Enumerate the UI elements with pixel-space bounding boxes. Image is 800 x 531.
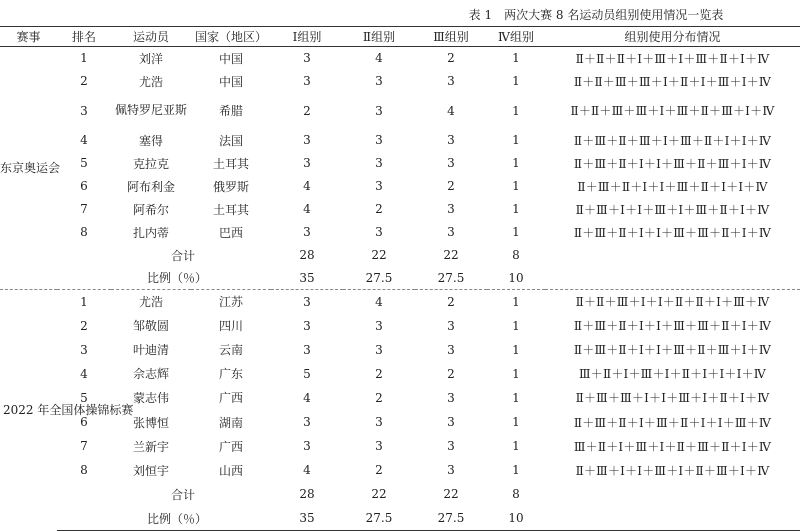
ratio-group-3: 27.5 xyxy=(437,270,465,285)
group-4-cell: 1 xyxy=(512,202,520,216)
rank-cell: 1 xyxy=(80,51,88,66)
athlete-group-table xyxy=(0,26,800,531)
ratio-group-1: 35 xyxy=(299,270,315,285)
distribution-cell: Ⅱ＋Ⅱ＋Ⅲ＋Ⅰ＋Ⅰ＋Ⅱ＋Ⅱ＋Ⅰ＋Ⅲ＋Ⅳ xyxy=(545,290,800,314)
distribution-cell: Ⅱ＋Ⅲ＋Ⅱ＋Ⅲ＋Ⅰ＋Ⅲ＋Ⅱ＋Ⅰ＋Ⅰ＋Ⅳ xyxy=(573,133,772,148)
group-1-cell: 4 xyxy=(303,179,311,193)
group-3-cell: 3 xyxy=(447,74,455,88)
table-row xyxy=(0,362,800,386)
distribution-cell: Ⅱ＋Ⅱ＋Ⅲ＋Ⅲ＋Ⅰ＋Ⅲ＋Ⅱ＋Ⅲ＋Ⅰ＋Ⅳ xyxy=(570,104,775,118)
group-3-cell: 3 xyxy=(447,202,455,216)
event-name: 2022 年全国体操锦标赛 xyxy=(0,290,57,531)
ratio-group-1: 35 xyxy=(271,506,343,530)
athlete-cell: 刘洋 xyxy=(138,51,163,66)
region-cell: 湖南 xyxy=(218,415,243,430)
athlete-cell: 刘恒宇 xyxy=(132,463,169,478)
group-2-cell: 4 xyxy=(343,290,415,314)
group-3-cell: 2 xyxy=(447,179,455,193)
ratio-group-4: 10 xyxy=(487,506,545,530)
distribution-cell: Ⅱ＋Ⅲ＋Ⅰ＋Ⅰ＋Ⅲ＋Ⅰ＋Ⅲ＋Ⅱ＋Ⅰ＋Ⅳ xyxy=(575,202,770,217)
group-2-cell: 3 xyxy=(375,318,383,333)
group-4-cell: 1 xyxy=(512,225,520,239)
table-row xyxy=(0,93,800,129)
ratio-row xyxy=(0,506,800,530)
total-label-text: 合计 xyxy=(170,248,195,263)
ratio-label-text: 比例（％） xyxy=(146,511,207,526)
distribution-cell: Ⅱ＋Ⅱ＋Ⅲ＋Ⅲ＋Ⅰ＋Ⅱ＋Ⅰ＋Ⅲ＋Ⅰ＋Ⅳ xyxy=(573,74,772,89)
header-athlete: 运动员 xyxy=(111,27,191,47)
table-row xyxy=(0,314,800,338)
group-4-cell: 1 xyxy=(512,415,520,430)
region-cell: 广东 xyxy=(218,367,243,382)
total-group-4: 8 xyxy=(512,248,520,262)
header-rank: 排名 xyxy=(57,27,111,47)
region-cell: 巴西 xyxy=(218,225,243,240)
table-row xyxy=(0,70,800,93)
ratio-row xyxy=(0,267,800,290)
group-4-cell: 1 xyxy=(512,366,520,381)
distribution-cell: Ⅱ＋Ⅲ＋Ⅱ＋Ⅰ＋Ⅰ＋Ⅲ＋Ⅲ＋Ⅱ＋Ⅰ＋Ⅳ xyxy=(573,225,772,240)
region-cell: 中国 xyxy=(218,51,243,66)
rank-cell: 3 xyxy=(80,342,88,357)
header-group-4: Ⅳ组别 xyxy=(487,27,545,47)
region-cell: 希腊 xyxy=(218,104,243,118)
region-cell: 广西 xyxy=(218,439,243,454)
group-1-cell: 5 xyxy=(303,366,311,381)
table-header xyxy=(0,27,800,47)
table-row xyxy=(0,152,800,175)
ratio-label-text: 比例（％） xyxy=(146,271,207,286)
table-row xyxy=(0,434,800,458)
group-1-cell: 3 xyxy=(303,51,311,66)
group-2-cell: 2 xyxy=(375,366,383,381)
table-row xyxy=(0,221,800,244)
empty-cell xyxy=(545,244,800,267)
distribution-cell: Ⅱ＋Ⅲ＋Ⅰ＋Ⅰ＋Ⅲ＋Ⅰ＋Ⅱ＋Ⅲ＋Ⅰ＋Ⅳ xyxy=(575,463,770,478)
group-4-cell: 1 xyxy=(512,51,520,66)
distribution-cell: Ⅱ＋Ⅲ＋Ⅱ＋Ⅰ＋Ⅰ＋Ⅲ＋Ⅱ＋Ⅰ＋Ⅰ＋Ⅳ xyxy=(577,179,768,194)
athlete-cell: 塞得 xyxy=(138,133,163,148)
group-4-cell: 1 xyxy=(512,156,520,170)
total-group-2: 22 xyxy=(371,248,387,262)
group-4-cell: 1 xyxy=(512,179,520,193)
total-label-text: 合计 xyxy=(170,487,195,502)
group-1-cell: 3 xyxy=(303,318,311,333)
group-4-cell: 1 xyxy=(487,290,545,314)
group-1-cell: 3 xyxy=(271,290,343,314)
region-cell: 四川 xyxy=(218,319,243,334)
group-3-cell: 4 xyxy=(447,103,455,118)
group-1-cell: 3 xyxy=(303,74,311,88)
region-cell: 俄罗斯 xyxy=(212,179,249,194)
section-national-championship xyxy=(0,290,800,531)
group-1-cell: 4 xyxy=(303,463,311,478)
group-1-cell: 3 xyxy=(303,133,311,147)
rank-cell: 4 xyxy=(80,366,88,381)
total-group-1: 28 xyxy=(299,487,315,502)
group-1-cell: 2 xyxy=(303,103,311,118)
table-row xyxy=(0,175,800,198)
group-3-cell: 3 xyxy=(447,463,455,478)
athlete-cell: 阿布利金 xyxy=(126,179,175,194)
header-region: 国家（地区） xyxy=(191,27,271,47)
rank-cell: 2 xyxy=(80,74,88,88)
rank-cell: 5 xyxy=(80,156,88,170)
header-group-1: Ⅰ组别 xyxy=(271,27,343,47)
athlete-cell: 尤浩 xyxy=(138,74,163,89)
group-3-cell: 3 xyxy=(447,342,455,357)
group-1-cell: 3 xyxy=(303,439,311,454)
table-caption: 表 1 两次大赛 8 名运动员组别使用情况一览表 xyxy=(468,8,724,22)
group-3-cell: 3 xyxy=(447,415,455,430)
group-2-cell: 3 xyxy=(375,133,383,147)
total-row xyxy=(0,482,800,506)
distribution-cell: Ⅱ＋Ⅲ＋Ⅱ＋Ⅰ＋Ⅰ＋Ⅲ＋Ⅲ＋Ⅱ＋Ⅰ＋Ⅳ xyxy=(573,319,772,334)
total-label xyxy=(57,244,271,267)
table-row xyxy=(0,338,800,362)
distribution-cell: Ⅲ＋Ⅱ＋Ⅰ＋Ⅲ＋Ⅰ＋Ⅱ＋Ⅰ＋Ⅰ＋Ⅰ＋Ⅳ xyxy=(579,367,766,382)
distribution-cell: Ⅱ＋Ⅲ＋Ⅱ＋Ⅰ＋Ⅲ＋Ⅱ＋Ⅰ＋Ⅰ＋Ⅲ＋Ⅳ xyxy=(573,415,772,430)
table-row xyxy=(0,458,800,482)
rank-cell: 8 xyxy=(80,225,88,239)
group-3-cell: 3 xyxy=(447,133,455,147)
athlete-cell: 兰新宇 xyxy=(132,439,169,454)
group-4-cell: 1 xyxy=(512,439,520,454)
athlete-cell: 佘志辉 xyxy=(132,367,169,382)
group-1-cell: 4 xyxy=(303,390,311,405)
section-tokyo-olympics xyxy=(0,47,800,290)
empty-cell xyxy=(545,267,800,290)
ratio-group-2: 27.5 xyxy=(365,270,393,285)
total-label xyxy=(57,482,271,506)
distribution-cell: Ⅱ＋Ⅲ＋Ⅱ＋Ⅰ＋Ⅰ＋Ⅲ＋Ⅱ＋Ⅲ＋Ⅰ＋Ⅳ xyxy=(573,343,772,358)
ratio-group-4: 10 xyxy=(508,270,524,285)
group-4-cell: 1 xyxy=(512,463,520,478)
header-event: 赛事 xyxy=(0,27,57,47)
rank-cell: 8 xyxy=(80,463,88,478)
distribution-cell: Ⅱ＋Ⅲ＋Ⅲ＋Ⅰ＋Ⅰ＋Ⅲ＋Ⅰ＋Ⅱ＋Ⅰ＋Ⅳ xyxy=(575,391,770,406)
table-row xyxy=(0,47,800,70)
ratio-label xyxy=(57,506,271,530)
group-4-cell: 1 xyxy=(512,318,520,333)
group-1-cell: 4 xyxy=(303,202,311,216)
region-cell: 中国 xyxy=(218,74,243,89)
group-4-cell: 1 xyxy=(512,133,520,147)
rank-cell: 1 xyxy=(57,290,111,314)
group-3-cell: 3 xyxy=(447,156,455,170)
athlete-cell: 克拉克 xyxy=(132,156,169,171)
rank-cell: 4 xyxy=(80,133,88,147)
rank-cell: 5 xyxy=(80,390,88,405)
group-2-cell: 3 xyxy=(375,179,383,193)
table-row xyxy=(0,198,800,221)
group-2-cell: 2 xyxy=(375,202,383,216)
group-2-cell: 3 xyxy=(375,225,383,239)
distribution-cell: Ⅱ＋Ⅲ＋Ⅱ＋Ⅰ＋Ⅰ＋Ⅲ＋Ⅱ＋Ⅲ＋Ⅰ＋Ⅳ xyxy=(573,156,772,171)
group-4-cell: 1 xyxy=(512,390,520,405)
athlete-cell: 邹敬圆 xyxy=(132,319,169,334)
group-1-cell: 3 xyxy=(303,225,311,239)
group-1-cell: 3 xyxy=(303,415,311,430)
group-2-cell: 3 xyxy=(375,439,383,454)
rank-cell: 7 xyxy=(80,439,88,454)
empty-cell xyxy=(545,482,800,506)
region-cell: 江苏 xyxy=(191,290,271,314)
group-3-cell: 3 xyxy=(447,225,455,239)
athlete-cell: 叶迪清 xyxy=(132,343,169,358)
group-1-cell: 3 xyxy=(303,342,311,357)
total-group-4: 8 xyxy=(512,487,520,502)
region-cell: 土耳其 xyxy=(212,156,249,171)
group-2-cell: 3 xyxy=(375,415,383,430)
group-2-cell: 2 xyxy=(375,390,383,405)
total-group-1: 28 xyxy=(299,248,315,262)
ratio-group-2: 27.5 xyxy=(343,506,415,530)
athlete-cell: 尤浩 xyxy=(111,290,191,314)
group-3-cell: 2 xyxy=(415,290,487,314)
group-2-cell: 3 xyxy=(375,74,383,88)
group-2-cell: 3 xyxy=(375,342,383,357)
region-cell: 法国 xyxy=(218,133,243,148)
group-4-cell: 1 xyxy=(512,342,520,357)
total-group-3: 22 xyxy=(443,248,459,262)
group-3-cell: 3 xyxy=(447,439,455,454)
athlete-cell: 蒙志伟 xyxy=(132,391,169,406)
total-row xyxy=(0,244,800,267)
group-1-cell: 3 xyxy=(303,156,311,170)
athlete-cell: 佩特罗尼亚斯 xyxy=(114,103,187,117)
table-row xyxy=(0,129,800,152)
total-group-3: 22 xyxy=(443,487,459,502)
rank-cell: 6 xyxy=(80,179,88,193)
group-2-cell: 3 xyxy=(375,156,383,170)
group-4-cell: 1 xyxy=(512,103,520,118)
header-group-2: Ⅱ组别 xyxy=(343,27,415,47)
event-name: 东京奥运会 xyxy=(0,160,61,175)
distribution-cell: Ⅱ＋Ⅱ＋Ⅱ＋Ⅰ＋Ⅲ＋Ⅰ＋Ⅲ＋Ⅱ＋Ⅰ＋Ⅳ xyxy=(575,51,770,66)
rank-cell: 7 xyxy=(80,202,88,216)
ratio-group-3: 27.5 xyxy=(415,506,487,530)
athlete-cell: 扎内蒂 xyxy=(132,225,169,240)
header-distribution: 组别使用分布情况 xyxy=(545,27,800,47)
rank-cell: 3 xyxy=(80,103,88,118)
group-2-cell: 2 xyxy=(375,463,383,478)
region-cell: 土耳其 xyxy=(212,202,249,217)
group-2-cell: 4 xyxy=(375,51,383,66)
total-group-2: 22 xyxy=(371,487,387,502)
group-3-cell: 2 xyxy=(447,51,455,66)
group-3-cell: 3 xyxy=(447,318,455,333)
group-4-cell: 1 xyxy=(512,74,520,88)
table-row xyxy=(0,290,800,314)
group-2-cell: 3 xyxy=(375,103,383,118)
empty-cell xyxy=(545,506,800,530)
group-3-cell: 2 xyxy=(447,366,455,381)
rank-cell: 6 xyxy=(80,415,88,430)
region-cell: 云南 xyxy=(218,343,243,358)
header-group-3: Ⅲ组别 xyxy=(415,27,487,47)
group-3-cell: 3 xyxy=(447,390,455,405)
rank-cell: 2 xyxy=(80,318,88,333)
athlete-cell: 张博恒 xyxy=(132,415,169,430)
region-cell: 广西 xyxy=(218,391,243,406)
athlete-cell: 阿希尔 xyxy=(132,202,169,217)
ratio-label xyxy=(57,267,271,290)
distribution-cell: Ⅲ＋Ⅱ＋Ⅰ＋Ⅲ＋Ⅰ＋Ⅱ＋Ⅲ＋Ⅱ＋Ⅰ＋Ⅳ xyxy=(573,439,772,454)
region-cell: 山西 xyxy=(218,463,243,478)
